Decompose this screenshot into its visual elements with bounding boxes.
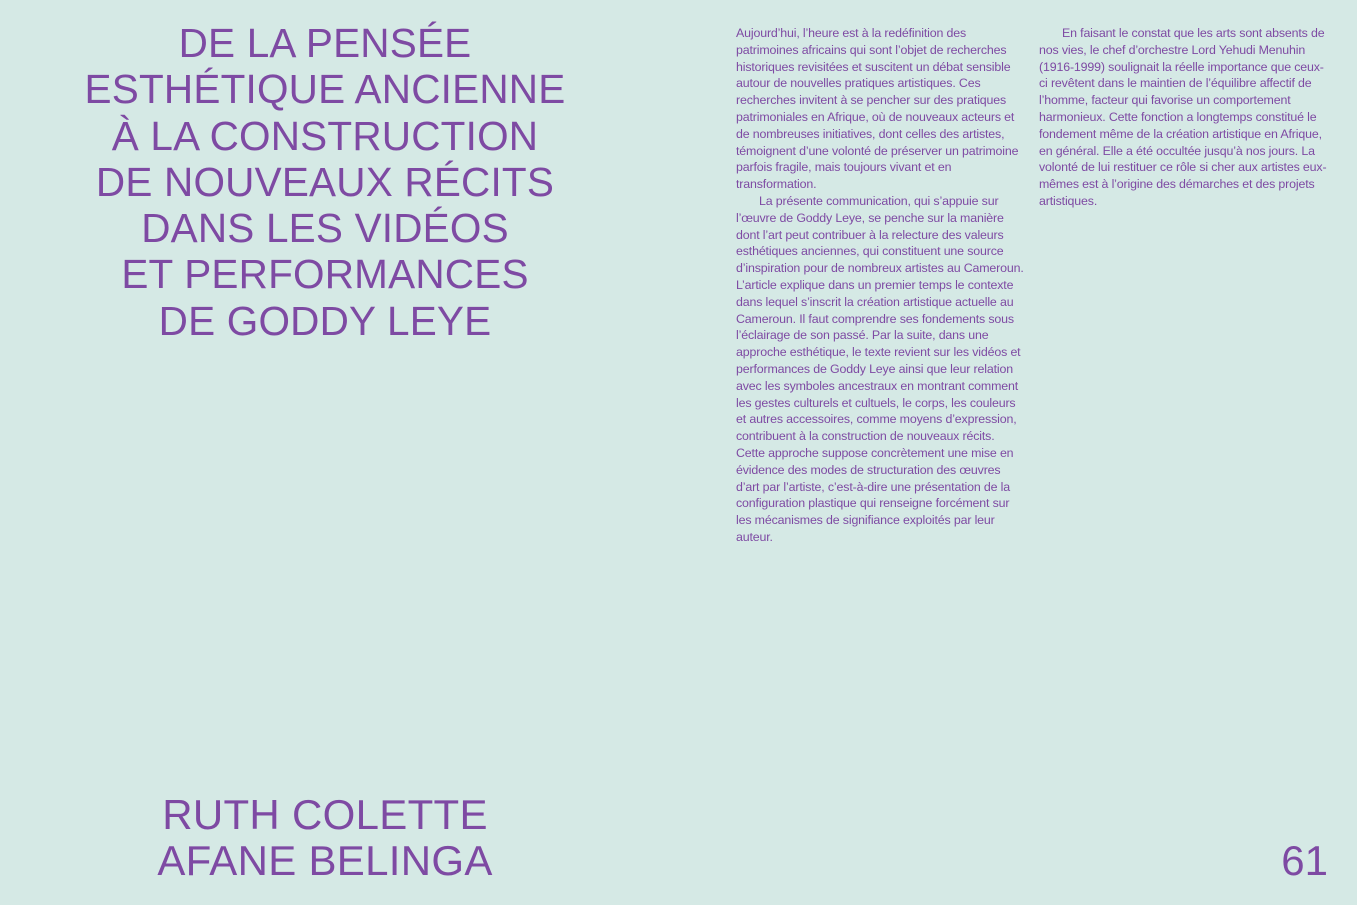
paragraph: La présente communication, qui s’appuie sur l’œuvre de Goddy Leye, se penche sur la manière dont l’art peut contribuer à la relecture des valeurs esthétiques anciennes, qui constituent une source d’inspiration pour de nombreux artistes au Cameroun. L’article explique dans un premier temps le contexte dans lequel s’inscrit la création artistique actuelle au Cameroun. Il faut comprendre ses fondements sous l’éclairage de son passé. Par la suite, dans une approche esthétique, le texte revient sur les vidéos et performances de Goddy Leye ainsi que leur relation avec les symboles ancestraux en montrant comment les gestes culturels et cultuels, le corps, les couleurs et autres accessoires, comme moyens d’expression, contribuent à la construction de nouveaux récits. Cette approche suppose concrètement une mise en évidence des modes de structuration des œuvres d’art par l’artiste, c’est-à-dire une présentation de la configuration plastique qui renseigne forcément sur les mécanismes de signifiance exploités par leur auteur. [736,193,1024,544]
title-line: DE NOUVEAUX RÉCITS [95,158,555,205]
paragraph: Aujourd’hui, l’heure est à la redéfinition des patrimoines africains qui sont l’objet de recherches historiques revisitées et suscitent un débat sensible autour de nouvelles pratiques artistiques. Ces recherches invitent à se pencher sur des pratiques patrimoniales en Afrique, où de nouveaux acteurs et de nombreuses initiatives, dont celles des artistes, témoignent d’une volonté de préserver un patrimoine parfois fragile, mais toujours vivant et en transformation. [736,26,1019,192]
title-line: À LA CONSTRUCTION [111,112,539,159]
title-line: DANS LES VIDÉOS [141,205,509,252]
text-column-1 [736,25,1026,546]
paragraph: En faisant le constat que les arts sont absents de nos vies, le chef d’orchestre Lord Yehudi Menuhin (1916-1999) soulignait la réelle importance que ceux-ci revêtent dans le maintien de l’équilibre affectif de l’homme, facteur qui favorise un comportement harmonieux. Cette fonction a longtemps constitué le fondement même de la création artistique en Afrique, en général. Elle a été occultée jusqu’à nos jours. La volonté de lui restituer ce rôle si cher aux artistes eux-mêmes est à l’origine des démarches et des projets artistiques. [1039,26,1327,208]
article-title [40,20,610,344]
text-column-2 [1039,25,1329,210]
left-page [0,0,678,905]
author-line: AFANE BELINGA [157,837,493,884]
title-line: DE GODDY LEYE [158,297,492,344]
title-line: DE LA PENSÉE [178,20,472,66]
page-number: 61 [1281,837,1328,884]
title-line: ESTHÉTIQUE ANCIENNE [84,66,566,113]
author-name [40,792,610,884]
author-line: RUTH COLETTE [162,791,488,838]
title-line: ET PERFORMANCES [121,251,529,298]
